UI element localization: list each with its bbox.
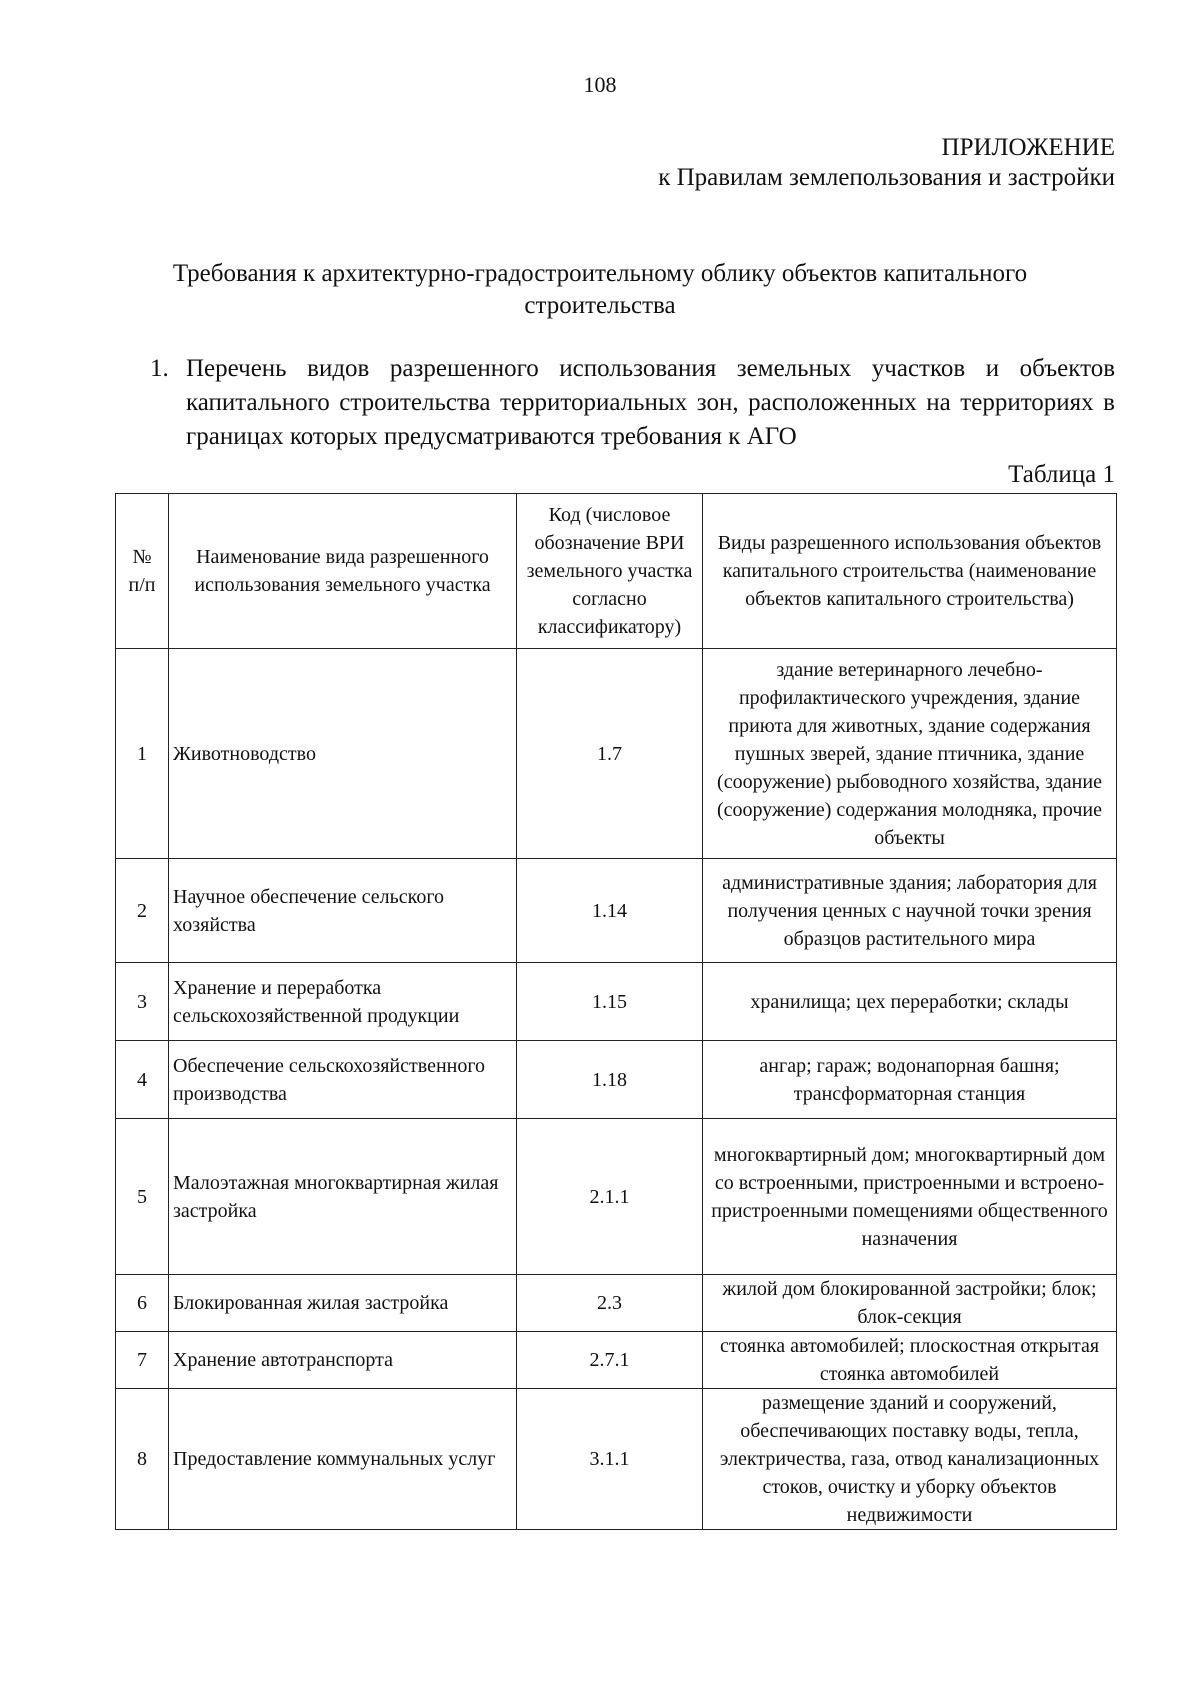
table-row (116, 963, 1117, 1041)
row-object-types: жилой дом блокированной застройки; блок; блок-секция (703, 1275, 1117, 1332)
row-number: 3 (116, 963, 169, 1041)
table-row (116, 1119, 1117, 1275)
header-land-use-name: Наименование вида разрешенного использования земельного участка (169, 494, 517, 649)
appendix-label: ПРИЛОЖЕНИЕ (941, 134, 1115, 161)
row-object-types: размещение зданий и сооружений, обеспечивающих поставку воды, тепла, электричества, газа, отвод канализационных стоков, очистку и уборку объектов недвижимости (703, 1389, 1117, 1530)
row-number: 1 (116, 649, 169, 859)
row-land-use-name: Научное обеспечение сельского хозяйства (169, 859, 517, 963)
page-number: 108 (583, 72, 617, 97)
row-number: 5 (116, 1119, 169, 1275)
row-object-types: хранилища; цех переработки; склады (703, 963, 1117, 1041)
row-object-types: многоквартирный дом; многоквартирный дом со встроенными, пристроенными и встроено-пристроенными помещениями общественного назначения (703, 1119, 1117, 1275)
row-land-use-name: Животноводство (169, 649, 517, 859)
row-number: 6 (116, 1275, 169, 1332)
table-header-row (116, 494, 1117, 649)
table-row (116, 1332, 1117, 1389)
row-code: 2.7.1 (517, 1332, 703, 1389)
table-row (116, 1041, 1117, 1119)
section-heading (150, 352, 1115, 454)
section-number: 1. (150, 355, 169, 382)
row-land-use-name: Блокированная жилая застройка (169, 1275, 517, 1332)
row-code: 2.3 (517, 1275, 703, 1332)
row-land-use-name: Хранение и переработка сельскохозяйственной продукции (169, 963, 517, 1041)
row-code: 1.14 (517, 859, 703, 963)
section-text: Перечень видов разрешенного использования земельных участков и объектов капитального строительства территориальных зон, расположенных на территориях в границах которых предусматриваются требования к АГО (186, 355, 1115, 450)
table-row (116, 859, 1117, 963)
row-land-use-name: Хранение автотранспорта (169, 1332, 517, 1389)
table-row (116, 649, 1117, 859)
row-code: 3.1.1 (517, 1389, 703, 1530)
row-number: 7 (116, 1332, 169, 1389)
row-object-types: стоянка автомобилей; плоскостная открытая стоянка автомобилей (703, 1332, 1117, 1389)
document-title: Требования к архитектурно-градостроительному облику объектов капитального строительства (172, 260, 1028, 319)
row-land-use-name: Предоставление коммунальных услуг (169, 1389, 517, 1530)
row-code: 1.7 (517, 649, 703, 859)
land-use-table (115, 493, 1117, 1530)
row-number: 4 (116, 1041, 169, 1119)
row-code: 1.18 (517, 1041, 703, 1119)
row-object-types: здание ветеринарного лечебно-профилактического учреждения, здание приюта для животных, здание содержания пушных зверей, здание птичника, здание (сооружение) рыбоводного хозяйства, здание (сооружение) содержания молодняка, прочие объекты (703, 649, 1117, 859)
header-object-types: Виды разрешенного использования объектов капитального строительства (наименование объектов капитального строительства) (703, 494, 1117, 649)
row-land-use-name: Обеспечение сельскохозяйственного производства (169, 1041, 517, 1119)
row-object-types: ангар; гараж; водонапорная башня; трансформаторная станция (703, 1041, 1117, 1119)
row-number: 2 (116, 859, 169, 963)
row-object-types: административные здания; лаборатория для получения ценных с научной точки зрения образцов растительного мира (703, 859, 1117, 963)
row-number: 8 (116, 1389, 169, 1530)
table-row (116, 1389, 1117, 1530)
row-code: 1.15 (517, 963, 703, 1041)
table-row (116, 1275, 1117, 1332)
row-land-use-name: Малоэтажная многоквартирная жилая застройка (169, 1119, 517, 1275)
header-code: Код (числовое обозначение ВРИ земельного участка согласно классификатору) (517, 494, 703, 649)
header-number: № п/п (116, 494, 169, 649)
appendix-reference: к Правилам землепользования и застройки (658, 164, 1115, 191)
table-caption: Таблица 1 (1008, 461, 1115, 488)
row-code: 2.1.1 (517, 1119, 703, 1275)
